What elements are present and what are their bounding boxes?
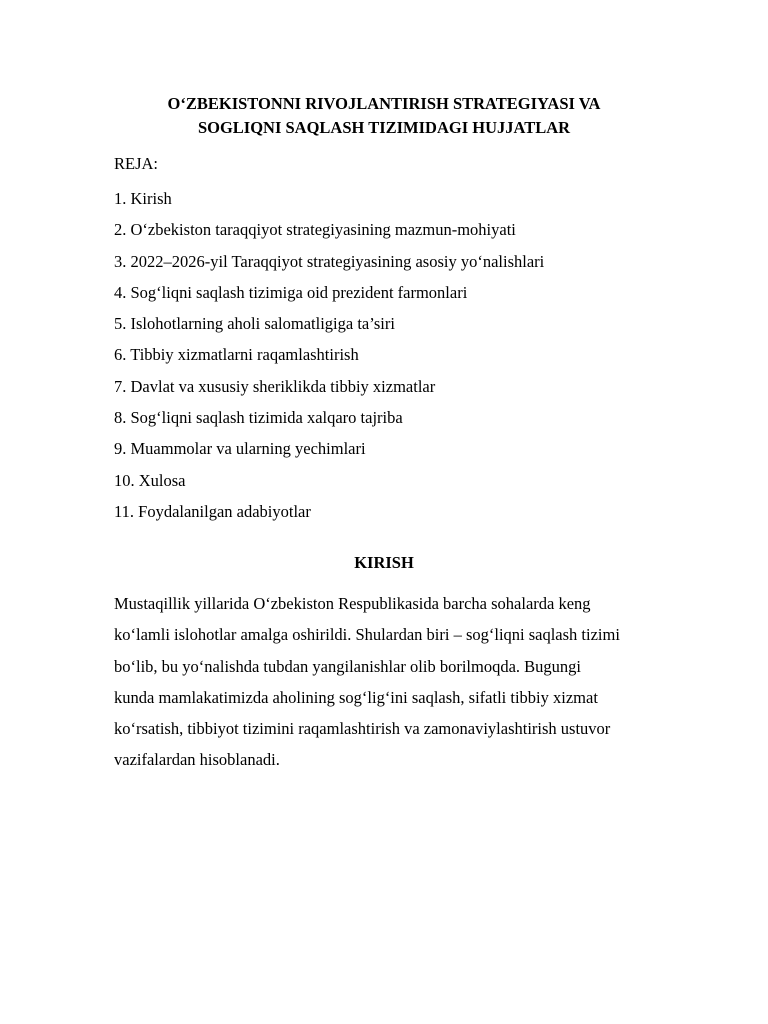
title-line: O‘ZBEKISTONNI RIVOJLANTIRISH STRATEGIYASI VA bbox=[167, 94, 601, 113]
plan-item: 4. Sog‘liqni saqlash tizimiga oid prezident farmonlari bbox=[114, 282, 468, 302]
paragraph-line: bo‘lib, bu yo‘nalishda tubdan yangilanishlar olib borilmoqda. Bugungi bbox=[114, 656, 581, 676]
plan-label: REJA: bbox=[114, 154, 159, 173]
plan-item: 11. Foydalanilgan adabiyotlar bbox=[114, 501, 311, 521]
plan-item: 8. Sog‘liqni saqlash tizimida xalqaro tajriba bbox=[114, 408, 403, 428]
intro-paragraph bbox=[114, 588, 674, 776]
plan-item: 5. Islohotlarning aholi salomatligiga ta’siri bbox=[114, 314, 395, 334]
title-line: SOGLIQNI SAQLASH TIZIMIDAGI HUJJATLAR bbox=[197, 118, 571, 137]
plan-item: 6. Tibbiy xizmatlarni raqamlashtirish bbox=[114, 345, 359, 365]
section-heading-kirish: KIRISH bbox=[354, 553, 414, 572]
plan-item: 10. Xulosa bbox=[114, 470, 186, 490]
plan-item: 3. 2022–2026-yil Taraqqiyot strategiyasining asosiy yo‘nalishlari bbox=[114, 251, 545, 271]
paragraph-line: ko‘lamli islohotlar amalga oshirildi. Shulardan biri – sog‘liqni saqlash tizimi bbox=[114, 625, 620, 645]
paragraph-line: Mustaqillik yillarida O‘zbekiston Respublikasida barcha sohalarda keng bbox=[114, 594, 591, 613]
plan-list bbox=[114, 183, 544, 527]
plan-item: 2. O‘zbekiston taraqqiyot strategiyasining mazmun-mohiyati bbox=[114, 220, 516, 240]
paragraph-line: ko‘rsatish, tibbiyot tizimini raqamlashtirish va zamonaviylashtirish ustuvor bbox=[114, 719, 611, 739]
paragraph-line: vazifalardan hisoblanadi. bbox=[114, 750, 280, 770]
plan-item: 1. Kirish bbox=[114, 189, 172, 208]
paragraph-line: kunda mamlakatimizda aholining sog‘lig‘ini saqlash, sifatli tibbiy xizmat bbox=[114, 687, 598, 707]
document-title bbox=[80, 92, 688, 140]
plan-item: 9. Muammolar va ularning yechimlari bbox=[114, 439, 366, 459]
plan-item: 7. Davlat va xususiy sheriklikda tibbiy xizmatlar bbox=[114, 376, 436, 396]
